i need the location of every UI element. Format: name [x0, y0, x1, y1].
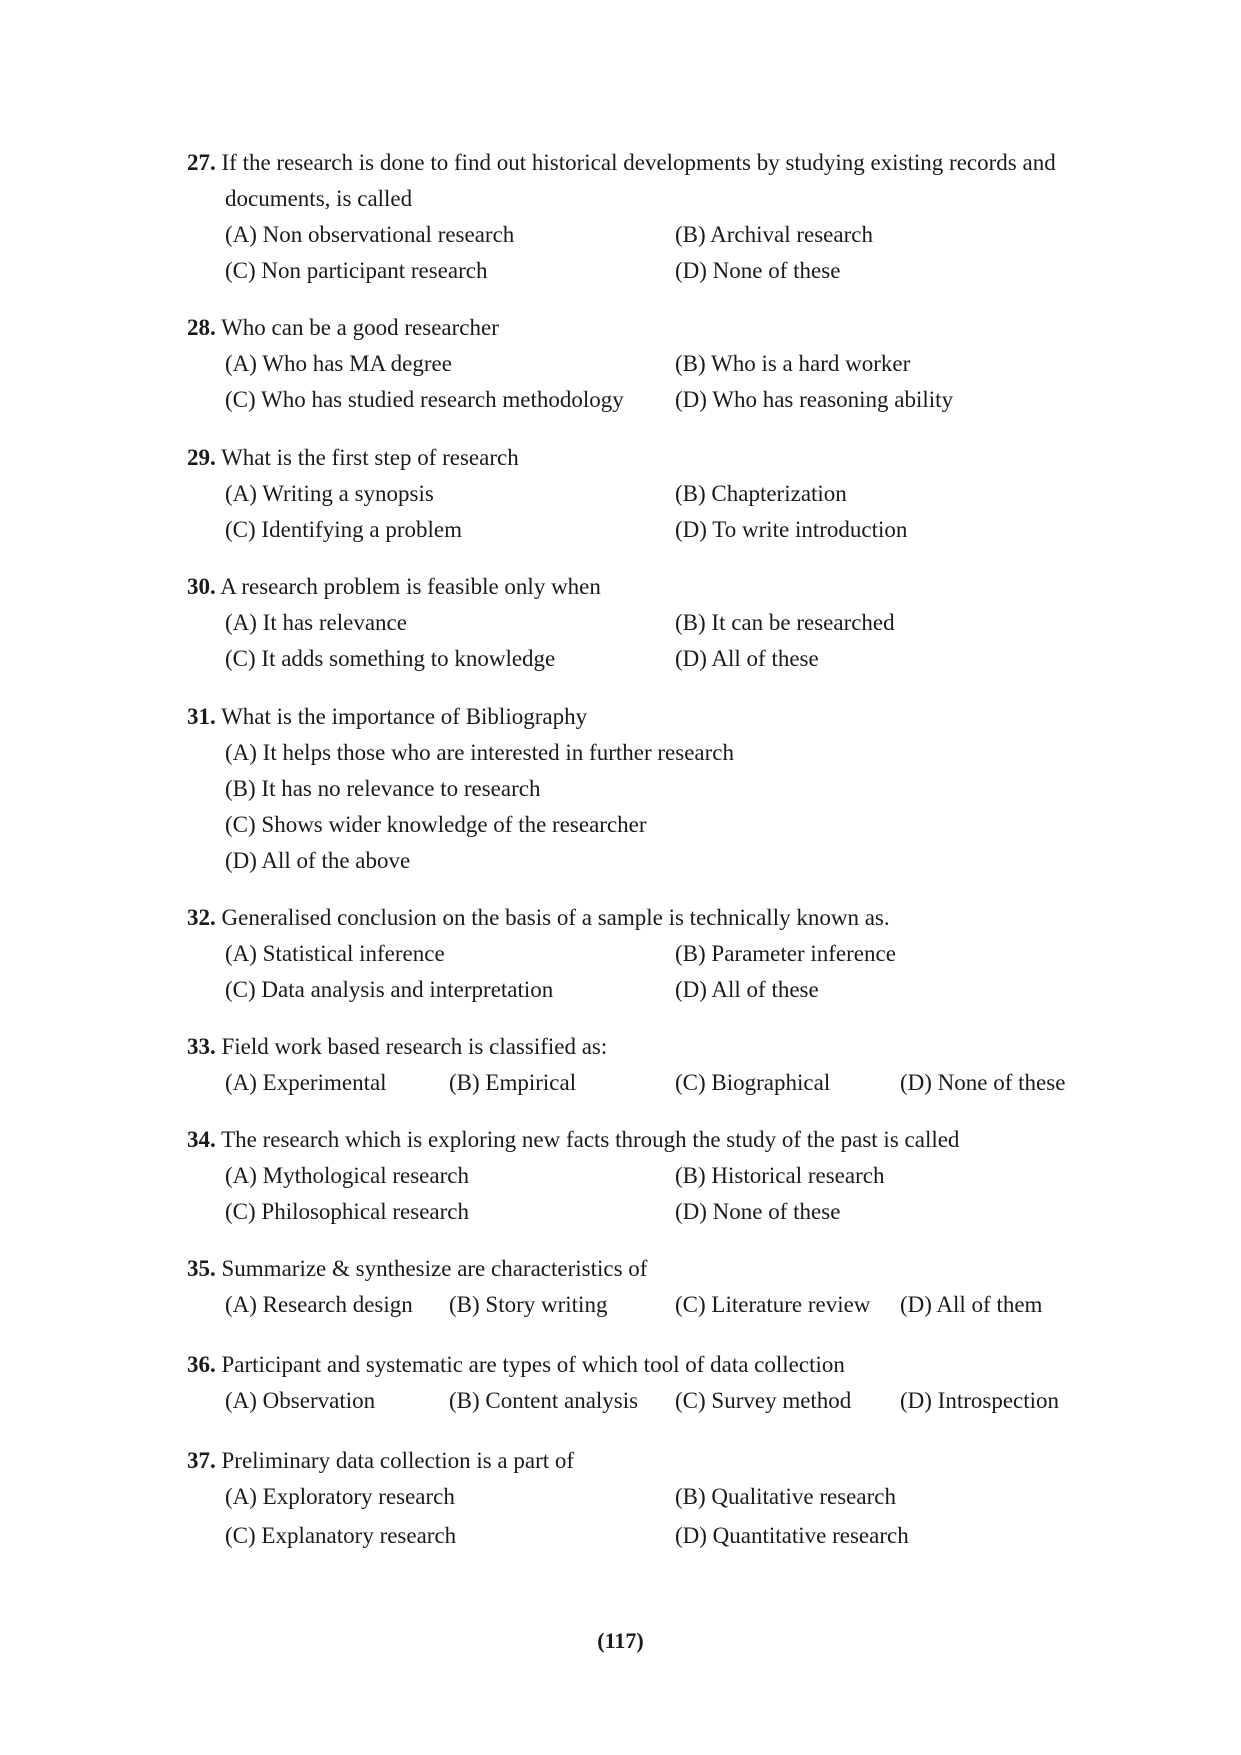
option-a[interactable]: (A) Who has MA degree	[225, 351, 452, 376]
options	[187, 605, 1107, 677]
option-a[interactable]: (A) Exploratory research	[225, 1484, 455, 1509]
option-c[interactable]: (C) Philosophical research	[225, 1199, 469, 1224]
option-d[interactable]: (D) Who has reasoning ability	[675, 387, 954, 412]
option-a[interactable]: (A) Non observational research	[225, 222, 515, 247]
option-a[interactable]: (A) Research design	[225, 1292, 413, 1317]
question-stem	[187, 440, 1107, 476]
option-c[interactable]: (C) Literature review	[675, 1292, 871, 1317]
question-stem	[187, 569, 1107, 605]
question-text: Field work based research is classified as:	[221, 1034, 608, 1059]
option-b[interactable]: (B) Parameter inference	[675, 941, 896, 966]
options	[187, 1158, 1107, 1230]
option-b[interactable]: (B) Chapterization	[675, 481, 847, 506]
question-stem	[187, 145, 1107, 217]
option-b[interactable]: (B) Who is a hard worker	[675, 351, 911, 376]
option-d[interactable]: (D) All of the above	[225, 848, 411, 873]
question-28	[187, 310, 1107, 418]
question-stem	[187, 1122, 1107, 1158]
option-d[interactable]: (D) To write introduction	[675, 517, 908, 542]
question-29	[187, 440, 1107, 548]
option-c[interactable]: (C) Who has studied research methodology	[225, 387, 624, 412]
option-d[interactable]: (D) All of them	[900, 1292, 1043, 1317]
question-number: 33.	[187, 1034, 216, 1059]
options	[187, 1383, 1107, 1422]
question-text: A research problem is feasible only when	[220, 574, 601, 599]
option-d[interactable]: (D) All of these	[675, 977, 819, 1002]
question-27	[187, 145, 1107, 289]
options	[187, 217, 1107, 289]
options	[187, 346, 1107, 418]
question-37	[187, 1443, 1107, 1557]
question-text: What is the importance of Bibliography	[221, 704, 588, 729]
question-text: The research which is exploring new facts through the study of the past is called	[221, 1127, 960, 1152]
option-d[interactable]: (D) All of these	[675, 646, 819, 671]
question-number: 28.	[187, 315, 216, 340]
option-c[interactable]: (C) Identifying a problem	[225, 517, 462, 542]
option-a[interactable]: (A) Statistical inference	[225, 941, 445, 966]
question-32	[187, 900, 1107, 1008]
options	[187, 476, 1107, 548]
question-stem	[187, 1347, 1107, 1383]
question-number: 31.	[187, 704, 216, 729]
question-stem	[187, 900, 1107, 936]
option-d[interactable]: (D) None of these	[900, 1070, 1066, 1095]
option-b[interactable]: (B) It can be researched	[675, 610, 895, 635]
option-b[interactable]: (B) Story writing	[449, 1292, 608, 1317]
question-34	[187, 1122, 1107, 1230]
page-number: (117)	[597, 1628, 644, 1653]
option-a[interactable]: (A) Observation	[225, 1388, 376, 1413]
question-stem	[187, 310, 1107, 346]
option-d[interactable]: (D) None of these	[675, 258, 841, 283]
question-text: What is the first step of research	[221, 445, 519, 470]
question-number: 27.	[187, 150, 216, 175]
options	[187, 1479, 1107, 1557]
option-c[interactable]: (C) Biographical	[675, 1070, 831, 1095]
option-a[interactable]: (A) It has relevance	[225, 610, 407, 635]
option-a[interactable]: (A) Writing a synopsis	[225, 481, 434, 506]
option-b[interactable]: (B) Archival research	[675, 222, 873, 247]
option-a[interactable]: (A) Experimental	[225, 1070, 387, 1095]
option-b[interactable]: (B) Content analysis	[449, 1388, 639, 1413]
question-text: Generalised conclusion on the basis of a sample is technically known as.	[221, 905, 890, 930]
question-number: 34.	[187, 1127, 216, 1152]
question-text: Who can be a good researcher	[221, 315, 499, 340]
question-number: 30.	[187, 574, 216, 599]
question-number: 29.	[187, 445, 216, 470]
question-stem	[187, 699, 1107, 735]
question-number: 32.	[187, 905, 216, 930]
question-text: Summarize & synthesize are characteristics of	[221, 1256, 648, 1281]
option-b[interactable]: (B) Historical research	[675, 1163, 885, 1188]
question-31	[187, 699, 1107, 879]
question-36	[187, 1347, 1107, 1422]
option-c[interactable]: (C) Non participant research	[225, 258, 488, 283]
option-c[interactable]: (C) Survey method	[675, 1388, 852, 1413]
option-c[interactable]: (C) Explanatory research	[225, 1523, 457, 1548]
question-number: 35.	[187, 1256, 216, 1281]
question-stem	[187, 1029, 1107, 1065]
option-d[interactable]: (D) Quantitative research	[675, 1523, 909, 1548]
option-b[interactable]: (B) It has no relevance to research	[225, 776, 541, 801]
option-c[interactable]: (C) Data analysis and interpretation	[225, 977, 554, 1002]
option-c[interactable]: (C) Shows wider knowledge of the researcher	[225, 812, 647, 837]
option-d[interactable]: (D) None of these	[675, 1199, 841, 1224]
option-d[interactable]: (D) Introspection	[900, 1388, 1060, 1413]
question-30	[187, 569, 1107, 677]
options	[187, 735, 1107, 879]
question-33	[187, 1029, 1107, 1101]
question-number: 37.	[187, 1448, 216, 1473]
options	[187, 1287, 1107, 1326]
option-c[interactable]: (C) It adds something to knowledge	[225, 646, 556, 671]
option-a[interactable]: (A) Mythological research	[225, 1163, 469, 1188]
options	[187, 1065, 1107, 1101]
option-a[interactable]: (A) It helps those who are interested in further research	[225, 740, 734, 765]
question-text: Preliminary data collection is a part of	[221, 1448, 575, 1473]
question-text: Participant and systematic are types of which tool of data collection	[221, 1352, 845, 1377]
option-b[interactable]: (B) Empirical	[449, 1070, 577, 1095]
question-35	[187, 1251, 1107, 1326]
option-b[interactable]: (B) Qualitative research	[675, 1484, 896, 1509]
question-stem	[187, 1251, 1107, 1287]
options	[187, 936, 1107, 1008]
question-text: If the research is done to find out historical developments by studying existing records and documents, is called	[221, 150, 1056, 211]
question-stem	[187, 1443, 1107, 1479]
question-number: 36.	[187, 1352, 216, 1377]
